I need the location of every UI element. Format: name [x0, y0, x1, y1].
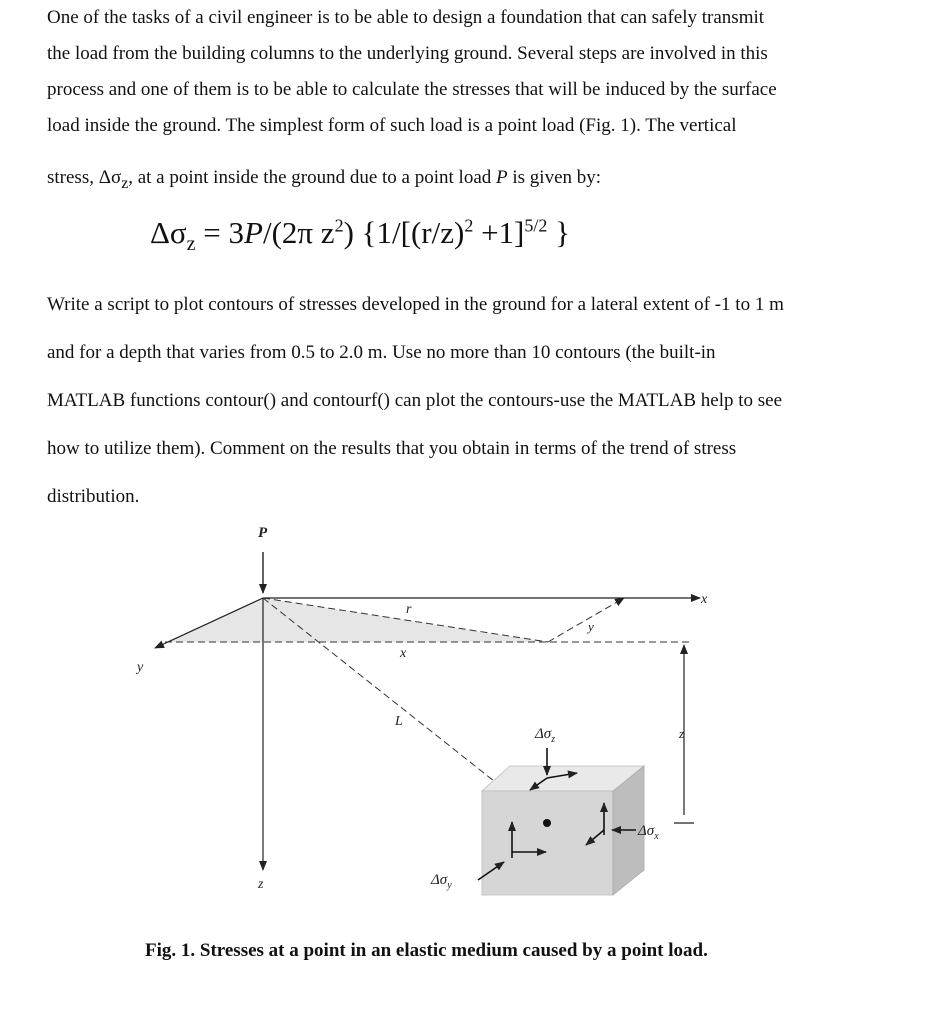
label-z-axis: z — [258, 877, 264, 892]
label-L: L — [395, 714, 403, 729]
label-y-dim: y — [588, 619, 594, 634]
eq-exp: 5/2 — [524, 215, 548, 236]
stress-line-after: is given by: — [507, 167, 602, 188]
label-y-axis: y — [137, 660, 144, 675]
label-dsy — [430, 872, 452, 891]
eq-sq1: 2 — [334, 215, 344, 236]
cube-front-face — [482, 791, 613, 895]
stress-point — [543, 819, 551, 827]
task-line-5: distribution. — [47, 486, 140, 507]
label-x-axis: x — [701, 592, 708, 607]
eq-part4: +1] — [473, 215, 525, 250]
task-paragraph — [47, 281, 887, 521]
label-z-dim: z — [679, 726, 685, 741]
intro-line-1: One of the tasks of a civil engineer is to be able to design a foundation that can safely transmit — [47, 7, 765, 28]
intro-paragraph — [47, 0, 887, 144]
label-dsx-sub: x — [654, 831, 659, 842]
stress-line-middle: , at a point inside the ground due to a point load — [128, 167, 497, 188]
eq-P: P — [244, 215, 263, 250]
label-dsy-main: Δσ — [431, 872, 448, 888]
label-dsz-main: Δσ — [535, 726, 552, 742]
label-dsz — [534, 726, 555, 745]
eq-part2: /(2π z — [262, 215, 335, 250]
surface-triangle — [165, 598, 548, 642]
label-P: P — [258, 525, 268, 541]
stress-line — [47, 160, 887, 202]
eq-sq2: 2 — [464, 215, 474, 236]
task-line-2: and for a depth that varies from 0.5 to 2.0 m. Use no more than 10 contours (the built-in — [47, 342, 716, 363]
eq-lhs: Δσ — [150, 215, 187, 250]
label-dsz-sub: z — [551, 734, 556, 745]
intro-line-4: load inside the ground. The simplest form of such load is a point load (Fig. 1). The vertical — [47, 115, 737, 136]
stress-line-var: P — [496, 167, 508, 188]
intro-line-2: the load from the building columns to the underlying ground. Several steps are involved in this — [47, 43, 768, 64]
eq-lhs-sub: z — [186, 233, 196, 256]
stress-equation — [150, 215, 570, 256]
eq-part1: = 3 — [195, 215, 245, 250]
figure-caption: Fig. 1. Stresses at a point in an elastic medium caused by a point load. — [145, 940, 708, 961]
y-projection-dashed — [548, 598, 624, 642]
task-line-1: Write a script to plot contours of stresses developed in the ground for a lateral extent of -1 to 1 m — [47, 294, 784, 315]
point-load-figure — [0, 515, 934, 935]
eq-part3: ) {1/[(r/z) — [343, 215, 465, 250]
label-dsx-main: Δσ — [638, 823, 655, 839]
label-x-dim: x — [400, 646, 407, 661]
label-dsy-sub: y — [447, 880, 452, 891]
label-r: r — [406, 602, 412, 617]
intro-line-3: process and one of them is to be able to calculate the stresses that will be induced by the surface — [47, 79, 777, 100]
task-line-3: MATLAB functions contour() and contourf() can plot the contours-use the MATLAB help to see — [47, 390, 783, 411]
stress-line-sub: z — [121, 174, 129, 192]
stress-line-before: stress, Δσ — [47, 167, 122, 188]
eq-part5: } — [547, 215, 571, 250]
task-line-4: how to utilize them). Comment on the results that you obtain in terms of the trend of stress — [47, 438, 737, 459]
